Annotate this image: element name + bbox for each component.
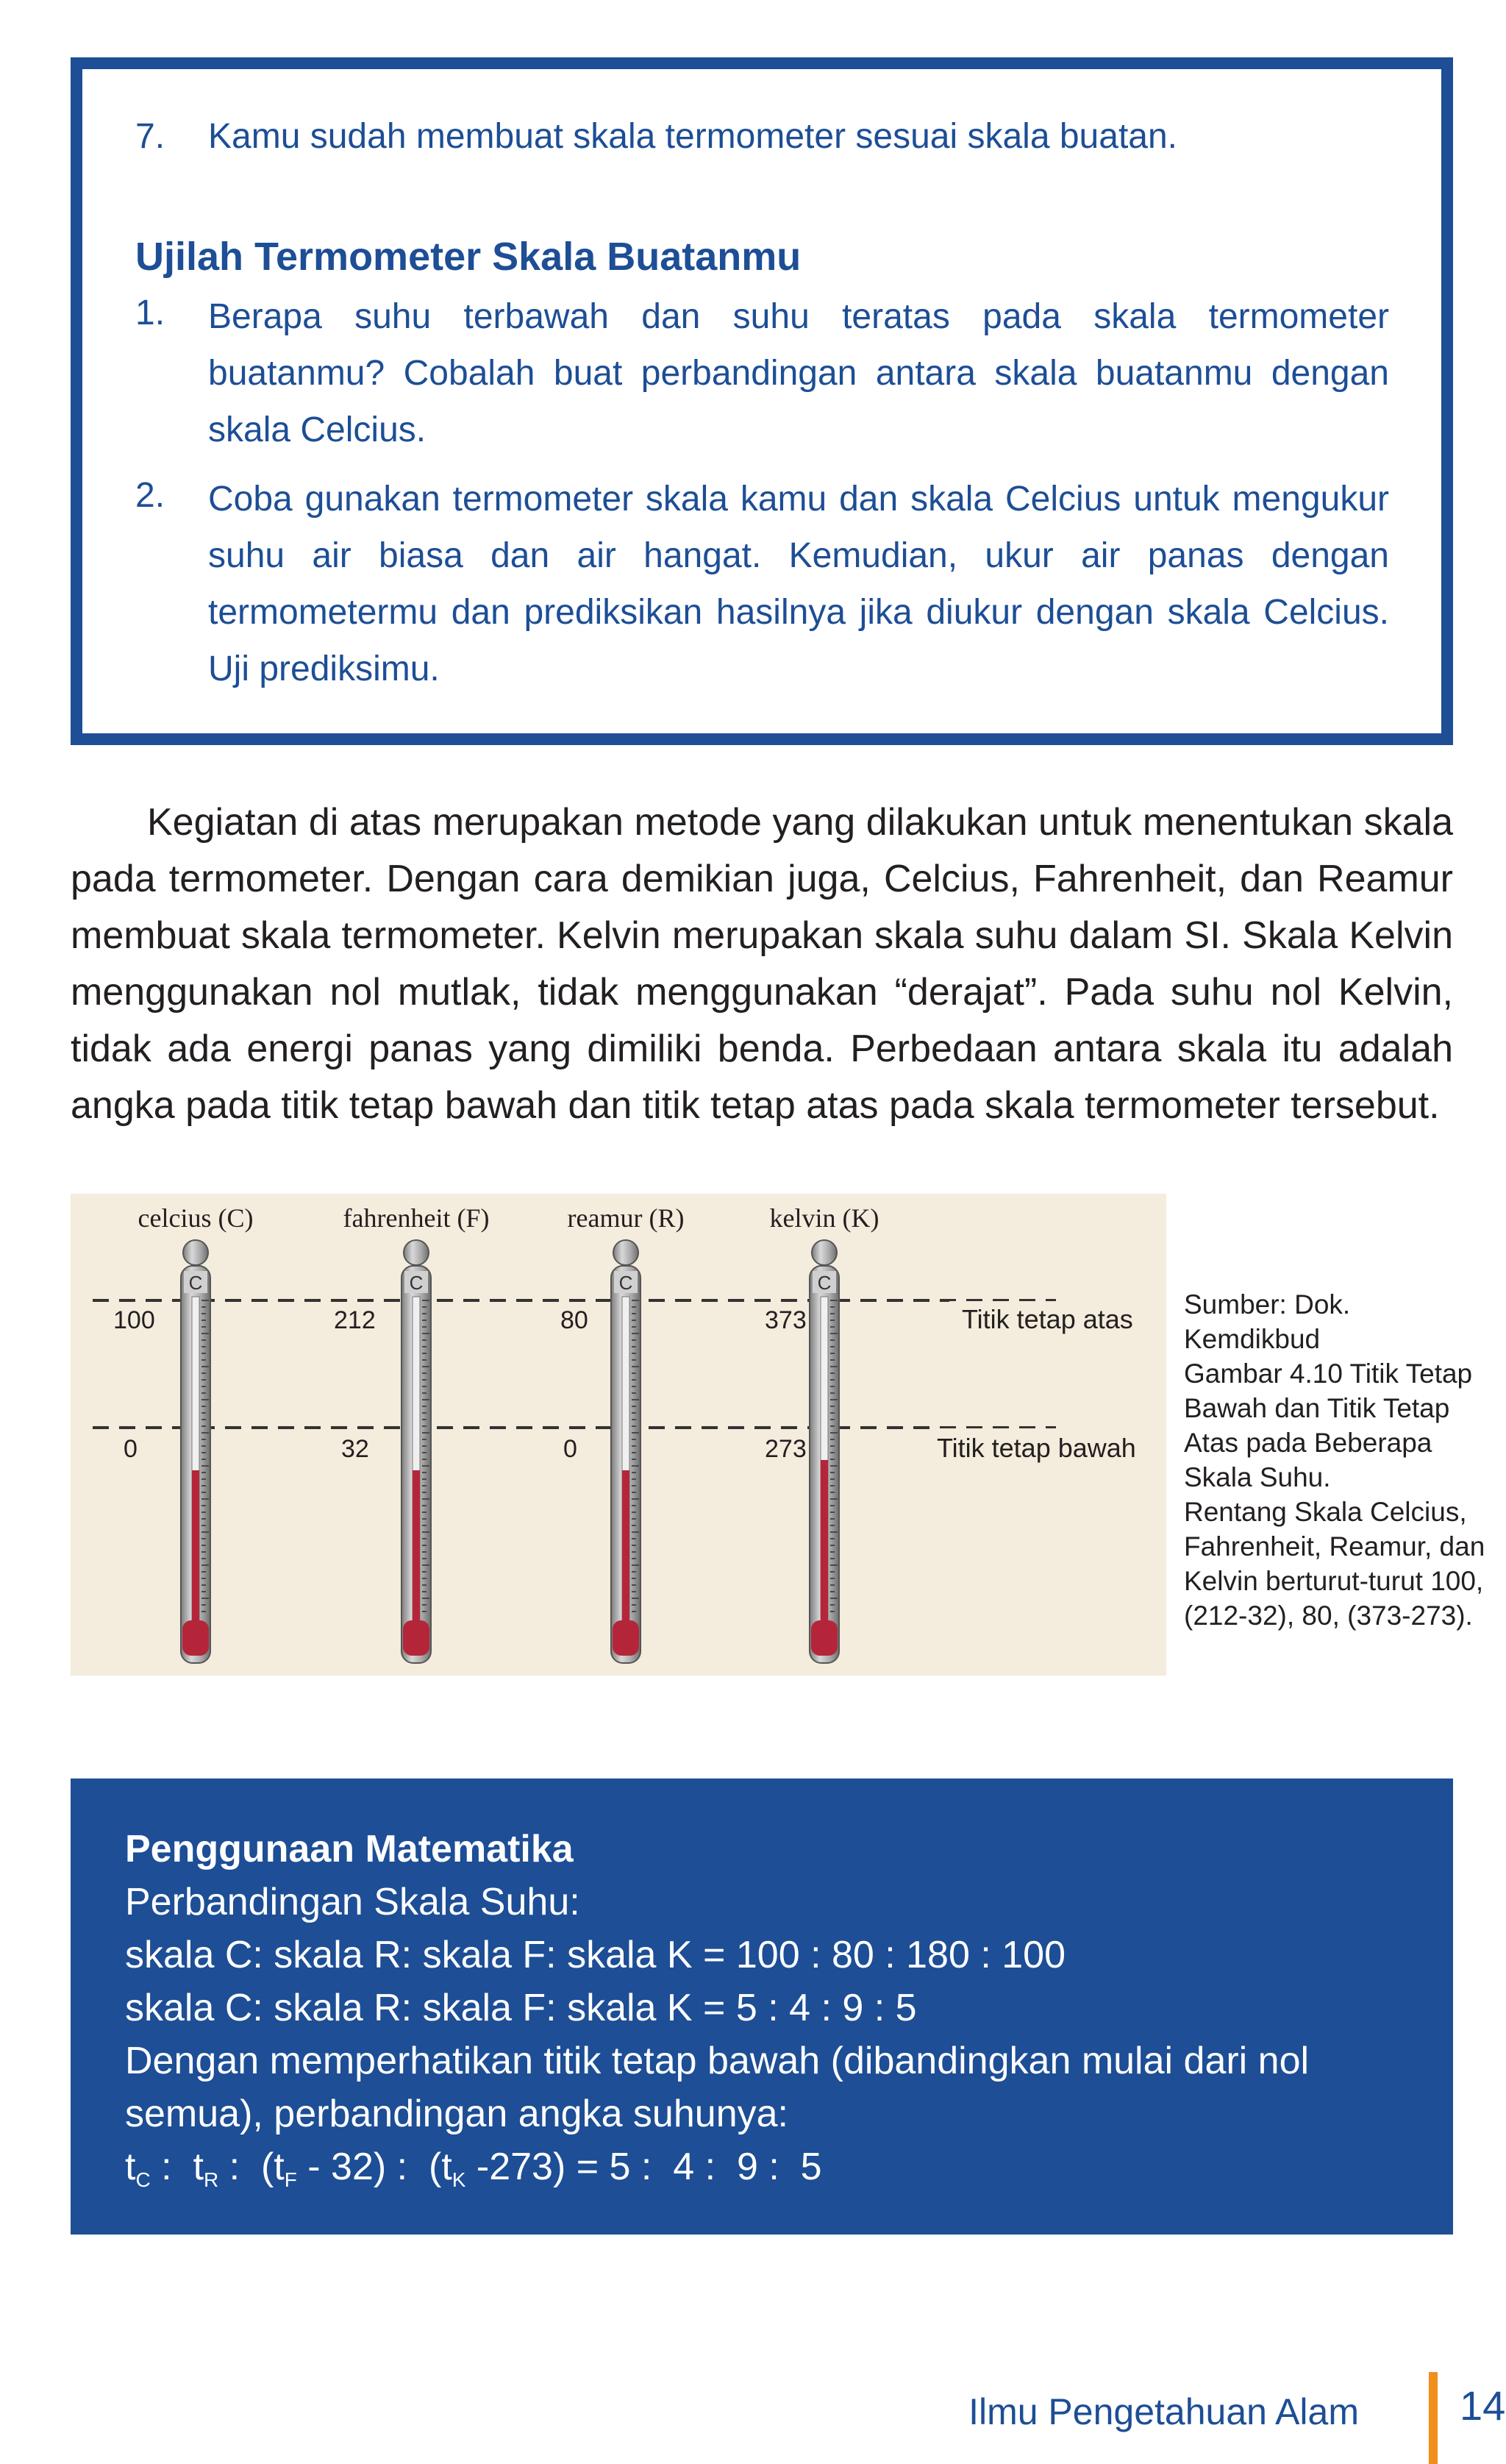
thermometer-cap-label: C bbox=[188, 1272, 203, 1294]
thermometer-kelvin bbox=[810, 1240, 839, 1663]
footer-accent-bar bbox=[1429, 2372, 1438, 2464]
upper-fixed-point-label: Titik tetap atas bbox=[962, 1304, 1133, 1334]
kelvin-bottom-value: 273 bbox=[765, 1435, 807, 1463]
item-1-number: 1. bbox=[135, 293, 165, 332]
ratio-line-1: skala C: skala R: skala F: skala K = 100 : 80 : 180 : 100 bbox=[125, 1934, 1066, 1976]
math-box-title: Penggunaan Matematika bbox=[125, 1828, 574, 1870]
figure-caption bbox=[1184, 1287, 1485, 1633]
lower-fixed-point-label: Titik tetap bawah bbox=[937, 1433, 1136, 1463]
thermometer-bulb bbox=[811, 1620, 838, 1656]
fahrenheit-bottom-value: 32 bbox=[341, 1435, 369, 1463]
thermometer-cap-label: C bbox=[409, 1272, 424, 1294]
page-number: 14 bbox=[1460, 2382, 1506, 2429]
scale-name-kelvin: kelvin (K) bbox=[769, 1203, 879, 1233]
body-paragraph: Kegiatan di atas merupakan metode yang dilakukan untuk menentukan skala pada termometer. Dengan cara demikian juga, Celcius, Fahrenheit, dan Reamur membuat skala termometer. Kelvin merupakan skala suhu dalam SI. Skala Kelvin menggunakan nol mutlak, tidak menggunakan “derajat”. Pada suhu nol Kelvin, tidak ada energi panas yang dimiliki benda. Perbedaan antara skala itu adalah angka pada titik tetap bawah dan titik tetap atas pada skala termometer tersebut. bbox=[71, 801, 1453, 1127]
reamur-top-value: 80 bbox=[560, 1306, 588, 1334]
celcius-top-value: 100 bbox=[113, 1306, 155, 1334]
mercury-column bbox=[821, 1460, 828, 1625]
thermometer-diagram bbox=[71, 1194, 1166, 1676]
step-7-number: 7. bbox=[135, 117, 165, 156]
thermometer-figure bbox=[71, 1194, 1166, 1676]
mercury-column bbox=[413, 1470, 420, 1625]
scale-name-reamur: reamur (R) bbox=[567, 1203, 685, 1233]
fahrenheit-top-value: 212 bbox=[334, 1306, 376, 1334]
caption-note: Rentang Skala Celcius, Fahrenheit, Reamur, dan Kelvin berturut-turut 100, (212-32), 80, (373-273). bbox=[1184, 1497, 1485, 1631]
mercury-column bbox=[622, 1470, 629, 1625]
reamur-bottom-value: 0 bbox=[563, 1435, 577, 1463]
footer-book-title: Ilmu Pengetahuan Alam bbox=[968, 2391, 1359, 2432]
thermometer-bulb bbox=[182, 1620, 209, 1656]
thermometer-bulb bbox=[613, 1620, 639, 1656]
math-box-subtitle: Perbandingan Skala Suhu: bbox=[125, 1881, 580, 1923]
thermometer-cap-label: C bbox=[618, 1272, 633, 1294]
math-box bbox=[71, 1778, 1453, 2235]
step-7-text: Kamu sudah membuat skala termometer sesuai skala buatan. bbox=[208, 117, 1178, 156]
item-1-text: Berapa suhu terbawah dan suhu teratas pada skala termometer buatanmu? Cobalah buat perbandingan antara skala buatanmu dengan skala Celcius. bbox=[208, 297, 1389, 449]
explanation-line-2: semua), perbandingan angka suhunya: bbox=[125, 2093, 788, 2135]
ratio-line-2: skala C: skala R: skala F: skala K = 5 : 4 : 9 : 5 bbox=[125, 1987, 917, 2029]
item-2-number: 2. bbox=[135, 476, 165, 515]
scale-name-fahrenheit: fahrenheit (F) bbox=[343, 1203, 490, 1233]
explanation-line-1: Dengan memperhatikan titik tetap bawah (dibandingkan mulai dari nol bbox=[125, 2040, 1310, 2082]
kelvin-top-value: 373 bbox=[765, 1306, 807, 1334]
thermometer-fahrenheit bbox=[402, 1240, 431, 1663]
item-2-text: Coba gunakan termometer skala kamu dan skala Celcius untuk mengukur suhu air biasa dan air hangat. Kemudian, ukur air panas dengan termometermu dan prediksikan hasilnya jika diukur dengan skala Celcius. Uji prediksimu. bbox=[208, 480, 1389, 688]
thermometer-bulb bbox=[403, 1620, 429, 1656]
thermometer-celcius bbox=[181, 1240, 210, 1663]
scale-name-celcius: celcius (C) bbox=[138, 1203, 254, 1233]
activity-subheading: Ujilah Termometer Skala Buatanmu bbox=[135, 235, 802, 279]
caption-title: Gambar 4.10 Titik Tetap Bawah dan Titik Tetap Atas pada Beberapa Skala Suhu. bbox=[1184, 1359, 1473, 1492]
mercury-column bbox=[192, 1470, 199, 1625]
celcius-bottom-value: 0 bbox=[124, 1435, 138, 1463]
thermometer-reamur bbox=[611, 1240, 640, 1663]
thermometer-cap-label: C bbox=[817, 1272, 832, 1294]
temperature-formula: $t_C$ : $t_R$ : $(t_F - 32)$ : ($t_K$ -273) = 5 : 4 : 9 : 5 bbox=[125, 2146, 822, 2191]
caption-source: Sumber: Dok. Kemdikbud bbox=[1184, 1289, 1351, 1354]
